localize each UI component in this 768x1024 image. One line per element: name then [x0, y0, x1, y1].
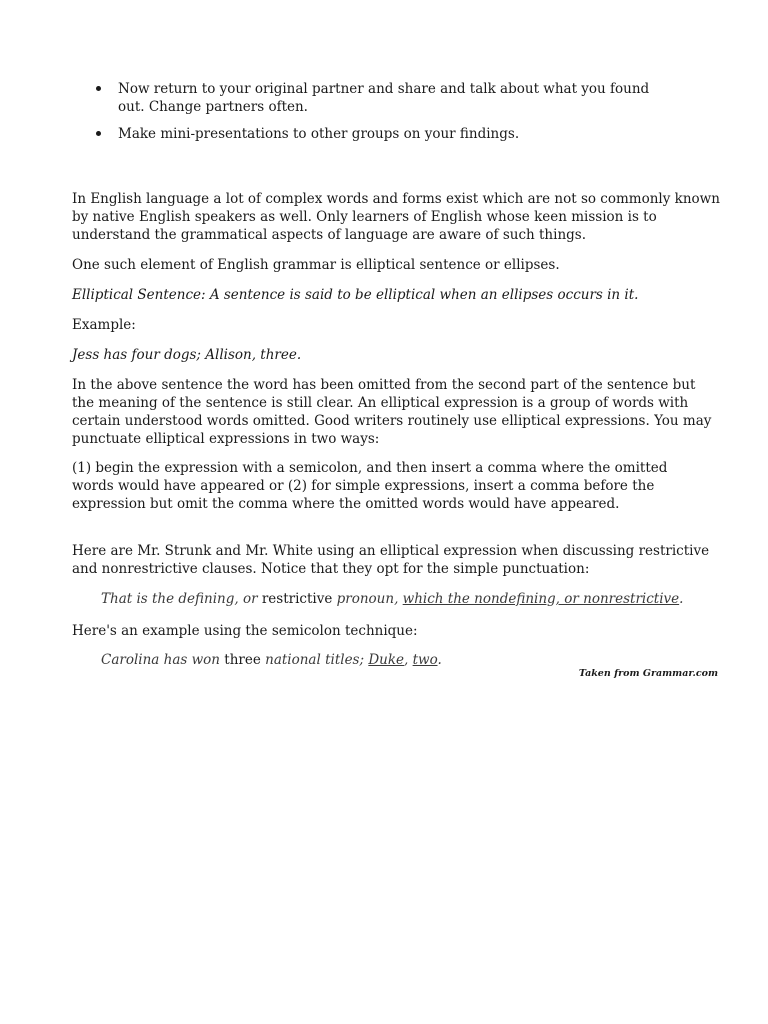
punctuation-paragraph: (1) begin the expression with a semicolon, and then insert a comma where the omitted words would have appeared or (2) for simple expressions, insert a comma before the expression but omit the comma where the omitted words would have appeared. [72, 460, 668, 512]
bullet-icon [96, 86, 101, 91]
bullet-text: Now return to your original partner and share and talk about what you found out. Change partners often. [118, 81, 650, 115]
quote-text: . [679, 591, 684, 607]
quote-text: . [437, 652, 442, 668]
bullet-list [96, 80, 676, 152]
semicolon-paragraph: Here's an example using the semicolon technique: [72, 623, 418, 639]
source-credit: Taken from Grammar.com [578, 668, 718, 679]
quote-text: , [404, 652, 413, 668]
quote-text: That is the defining, or [101, 591, 262, 607]
definition-paragraph: Elliptical Sentence: A sentence is said to be elliptical when an ellipses occurs in it. [72, 287, 639, 303]
quote-text: pronoun, [332, 591, 403, 607]
bullet-item [96, 125, 676, 143]
strunk-white-paragraph: Here are Mr. Strunk and Mr. White using an elliptical expression when discussing restrictive and nonrestrictive clauses. Notice that they opt for the simple punctuation: [72, 543, 710, 577]
quote-underlined-text: two [412, 652, 438, 668]
bullet-icon [96, 131, 101, 136]
example-label: Example: [72, 317, 136, 333]
bullet-item [96, 80, 676, 116]
example-sentence: Jess has four dogs; Allison, three. [72, 347, 302, 363]
quote-underlined-text: Duke [368, 652, 405, 668]
quote-text: Carolina has won [101, 652, 225, 668]
intro-paragraph: In English language a lot of complex words and forms exist which are not so commonly known by native English speakers as well. Only learners of English whose keen mission is to understand the grammatical aspects of language are aware of such things. [72, 191, 720, 243]
explanation-paragraph: In the above sentence the word has been omitted from the second part of the sentence but the meaning of the sentence is still clear. An elliptical expression is a group of words with certain understood words omitted. Good writers routinely use elliptical expressions. You may punctuate elliptical expressions in two ways: [72, 377, 712, 447]
ellipses-paragraph: One such element of English grammar is elliptical sentence or ellipses. [72, 257, 560, 273]
bullet-text: Make mini-presentations to other groups on your findings. [118, 126, 520, 142]
quote-underlined-text: which the nondefining, or nonrestrictive [402, 591, 680, 607]
quote-carolina [101, 651, 721, 669]
quote-text: restrictive [261, 591, 333, 607]
quote-text: three [224, 652, 261, 668]
quote-restrictive [101, 590, 721, 608]
quote-text: national titles; [260, 652, 369, 668]
